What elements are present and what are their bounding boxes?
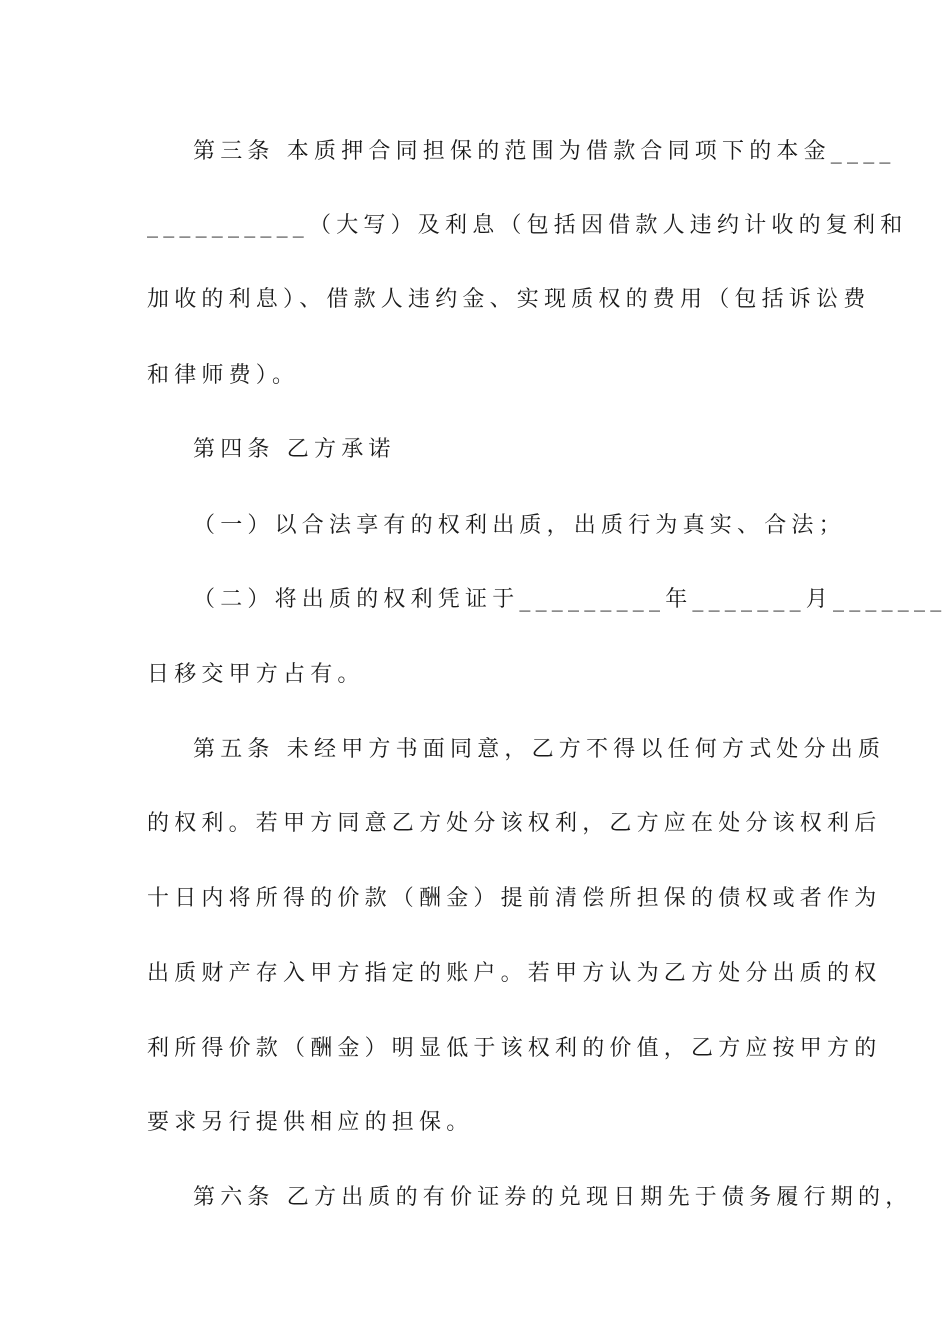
article-3-line-4: 和律师费）。 [147,363,300,388]
article-6-line-1: 第六条 乙方出质的有价证券的兑现日期先于债务履行期的， [193,1185,913,1210]
article-4-heading: 第四条 乙方承诺 [193,437,396,462]
article-5-line-1: 第五条 未经甲方书面同意，乙方不得以任何方式处分出质 [193,737,886,762]
article-4-item-2-line-1: （二）将出质的权利凭证于_________年_______月_______ [193,587,947,612]
article-5-line-3: 十日内将所得的价款（酬金）提前清偿所担保的债权或者作为 [147,886,882,911]
article-4-item-1: （一）以合法享有的权利出质，出质行为真实、合法； [193,513,846,538]
article-5-line-5: 利所得价款（酬金）明显低于该权利的价值，乙方应按甲方的 [147,1036,882,1061]
article-5-line-2: 的权利。若甲方同意乙方处分该权利，乙方应在处分该权利后 [147,811,882,836]
article-5-line-4: 出质财产存入甲方指定的账户。若甲方认为乙方处分出质的权 [147,961,882,986]
article-3-line-2: __________（大写）及利息（包括因借款人违约计收的复利和 [147,213,908,238]
article-3-line-3: 加收的利息）、借款人违约金、实现质权的费用（包括诉讼费 [147,287,871,312]
article-4-item-2-line-2: 日移交甲方占有。 [147,662,365,687]
article-3-line-1: 第三条 本质押合同担保的范围为借款合同项下的本金____ [193,139,896,164]
article-5-line-6: 要求另行提供相应的担保。 [147,1110,474,1135]
